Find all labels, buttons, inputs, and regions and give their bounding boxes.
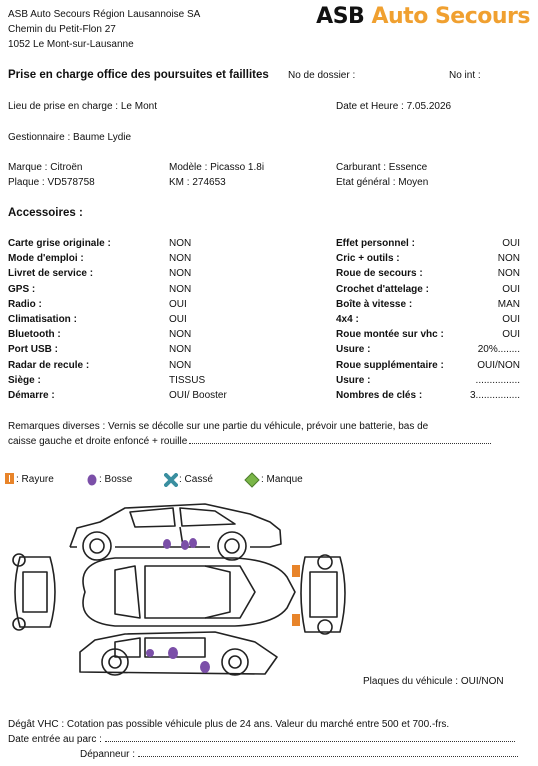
casse-icon: [164, 473, 178, 487]
manque-icon: [244, 472, 260, 488]
bosse-marker-1: [163, 539, 171, 549]
accessoire-value: NON: [169, 359, 192, 371]
accessoire-value: OUI: [169, 314, 187, 325]
accessoire-label: Radar de recule :: [8, 359, 90, 371]
accessoire-value: OUI: [502, 314, 520, 325]
etat-field: Etat général : Moyen: [336, 177, 429, 188]
accessoire-value: 20%........: [477, 344, 520, 356]
accessoire-value: OUI: [502, 283, 520, 295]
accessoire-value: OUI: [502, 329, 520, 341]
accessoire-label: Démarre :: [8, 390, 55, 401]
rayure-icon: [5, 473, 14, 484]
accessoire-label: Effet personnel :: [336, 238, 415, 249]
accessoire-label: Carte grise originale :: [8, 238, 111, 249]
accessoire-value: ................: [475, 374, 520, 386]
page-title: Prise en charge office des poursuites et faillites: [8, 69, 269, 81]
accessoire-value: 3................: [469, 390, 520, 401]
accessoire-label: Usure :: [336, 374, 371, 386]
car-side-view-right: [80, 632, 277, 675]
remarques-line1: Remarques diverses : Vernis se décolle sur une partie du véhicule, prévoir une batterie, bas de: [8, 421, 429, 432]
accessoire-label: Nombres de clés :: [336, 390, 423, 401]
accessoire-label: Siège :: [8, 374, 41, 386]
date-field: Date et Heure : 7.05.2026: [336, 101, 452, 112]
bosse-marker-3: [189, 538, 197, 548]
accessoire-label: GPS :: [8, 283, 36, 295]
modele-field: Modèle : Picasso 1.8i: [169, 162, 265, 173]
accessoire-label: Roue montée sur vhc :: [336, 329, 444, 341]
accessoires-title: Accessoires :: [8, 207, 83, 219]
car-front-view: [13, 554, 55, 630]
rayure-marker-1: [292, 565, 300, 577]
accessoire-value: NON: [169, 238, 192, 249]
logo-auto-secours: Auto Secours: [371, 4, 530, 29]
car-rear-view: [301, 555, 345, 634]
accessoire-value: NON: [497, 253, 520, 265]
accessoire-value: NON: [169, 344, 192, 356]
accessoire-label: Crochet d'attelage :: [336, 283, 429, 295]
company-city: 1052 Le Mont-sur-Lausanne: [8, 39, 134, 50]
remarques-line2: [8, 436, 491, 447]
plaque-field: Plaque : VD578758: [8, 177, 95, 188]
accessoire-value: OUI/ Booster: [169, 390, 227, 401]
company-street: Chemin du Petit-Flon 27: [8, 24, 116, 35]
degat-field: Dégât VHC : Cotation pas possible véhicule plus de 24 ans. Valeur du marché entre 500 et 700.-frs.: [8, 719, 450, 730]
depanneur-label: Dépanneur :: [80, 749, 136, 760]
bosse-marker-4: [146, 649, 154, 657]
accessoire-label: Mode d'emploi :: [8, 253, 84, 265]
bosse-icon: [87, 474, 97, 486]
marque-field: Marque : Citroën: [8, 162, 83, 173]
date-parc-label: Date entrée au parc :: [8, 734, 102, 745]
int-label: No int :: [449, 70, 481, 81]
rayure-marker-2: [292, 614, 300, 626]
legend-casse: : Cassé: [179, 474, 213, 485]
km-field: KM : 274653: [169, 177, 226, 188]
accessoire-value: TISSUS: [169, 374, 206, 386]
company-logo: [316, 4, 530, 29]
accessoire-value: OUI: [502, 238, 520, 249]
bosse-marker-6: [200, 661, 210, 673]
lieu-field: Lieu de prise en charge : Le Mont: [8, 101, 157, 112]
accessoire-label: Usure :: [336, 344, 371, 356]
accessoire-value: NON: [169, 329, 192, 341]
legend-rayure: : Rayure: [16, 474, 54, 485]
remarques-line2-text: caisse gauche et droite enfoncé + rouille: [8, 436, 188, 447]
accessoire-label: Port USB :: [8, 344, 58, 356]
plaques-field: Plaques du véhicule : OUI/NON: [363, 676, 504, 687]
accessoire-label: Roue supplémentaire :: [336, 359, 444, 371]
car-side-view-left: [70, 504, 281, 560]
car-top-view: [83, 558, 295, 626]
accessoire-value: OUI/NON: [477, 359, 520, 371]
accessoire-value: MAN: [497, 298, 520, 310]
gestionnaire-field: Gestionnaire : Baume Lydie: [8, 132, 132, 143]
logo-asb: ASB: [316, 4, 365, 29]
accessoire-label: Livret de service :: [8, 268, 94, 280]
accessoire-label: Bluetooth :: [8, 329, 61, 341]
accessoire-label: 4x4 :: [336, 314, 359, 325]
legend-manque: : Manque: [261, 474, 303, 485]
depanneur-field: [80, 749, 518, 760]
carburant-field: Carburant : Essence: [336, 162, 428, 173]
accessoire-value: NON: [497, 268, 520, 280]
bosse-marker-5: [168, 647, 178, 659]
accessoire-value: NON: [169, 253, 192, 265]
accessoire-label: Cric + outils :: [336, 253, 400, 265]
accessoire-label: Boîte à vitesse :: [336, 298, 413, 310]
dossier-label: No de dossier :: [288, 70, 356, 81]
car-damage-diagram: [5, 492, 365, 692]
accessoire-value: NON: [169, 268, 192, 280]
date-parc-field: [8, 734, 515, 745]
accessoire-label: Roue de secours :: [336, 268, 423, 280]
accessoire-value: OUI: [169, 298, 187, 310]
legend-bosse: : Bosse: [99, 474, 133, 485]
accessoire-label: Climatisation :: [8, 314, 77, 325]
bosse-marker-2: [181, 540, 189, 550]
company-name: ASB Auto Secours Région Lausannoise SA: [8, 9, 201, 20]
accessoire-value: NON: [169, 283, 192, 295]
accessoire-label: Radio :: [8, 298, 42, 310]
